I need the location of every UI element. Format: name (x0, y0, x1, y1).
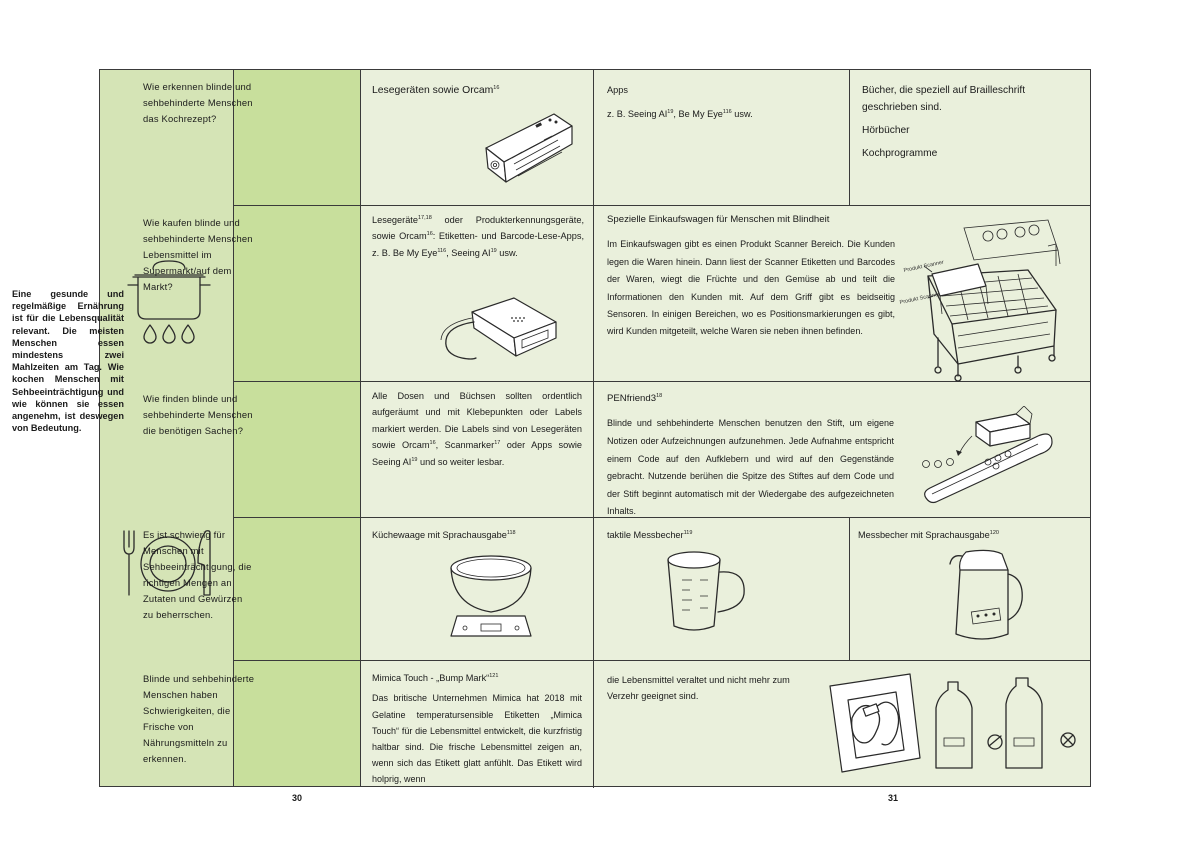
cart-cell (607, 212, 895, 341)
penfriend-description: Blinde und sehbehinderte Menschen benutzen den Stift, um eigene Notizen oder Aufzeichnungen aufzunehmen. Jede Aufnahme entspricht einem Code auf den Aufklebern und wird auf den Gegenstände gebracht. Nutzende berühen die Spitze des Stiftes auf dem Code und der Stift beginnt automatisch mit der Wiedergabe des aufgezeichneten Inhalts. (607, 418, 894, 517)
mimica-title: Mimica Touch - „Bump Mark“ (372, 673, 490, 683)
penfriend-sketch (912, 406, 1060, 506)
footnote: 18 (656, 392, 663, 399)
footnote: 19 (667, 109, 674, 116)
text: oder Produkterkennungsgeräte, sowie Orcam (372, 215, 584, 242)
apps-example-3: usw. (731, 109, 753, 120)
apps-cell (607, 82, 837, 123)
talking-cup-title: Messbecher mit Sprachausgabe (858, 530, 990, 540)
footnote: 120 (989, 529, 999, 536)
kitchen-scale-sketch (445, 550, 537, 644)
braille-books: Bücher, die speziell auf Brailleschrift geschrieben sind. (862, 85, 1026, 113)
cooking-programs: Kochprogramme (862, 148, 938, 159)
tactile-cup-title: taktile Messbecher (607, 530, 684, 540)
text: usw. (496, 247, 518, 258)
text: , Scanmarker (435, 440, 495, 451)
talking-cup-title-cell (858, 527, 1086, 543)
orcam-cell-title (372, 82, 582, 99)
footnote: 16 (426, 231, 433, 238)
intro-text: Eine gesunde und regelmäßige Ernährung ist für die Lebensqualität relevant. Die meisten Menschen essen mindestens zwei Mahlzeiten am Tag. Wie kochen Menschen mit Sehbeeinträchtigung und wie können sie essen angenehm, ist deswegen von Bedeutung. (12, 289, 124, 434)
footnote: 16 (429, 440, 436, 447)
apps-title: Apps (607, 85, 628, 95)
orcam-title: Lesegeräten sowie Orcam (372, 85, 494, 96)
footnote: 118 (506, 529, 516, 536)
scanner-device-sketch (438, 296, 564, 368)
sketch-label: Produkt Scanner (903, 259, 945, 274)
mimica-cell (372, 670, 582, 788)
question-row-5: Blinde und sehbehinderte Menschen haben Schwierigkeiten, die Frische von Nährungsmitteln zu erkennen. (143, 673, 255, 764)
footnote: 116 (437, 247, 447, 254)
footnote: 119 (683, 529, 693, 536)
apps-example-2: , Be My Eye (673, 109, 723, 120)
apps-example: z. B. Seeing AI (607, 109, 668, 120)
audiobooks: Hörbücher (862, 125, 910, 136)
text: Lesegeräte (372, 215, 418, 225)
kitchen-scale-title-cell (372, 527, 582, 543)
page-gutter (593, 70, 594, 788)
mimica-description: Das britische Unternehmen Mimica hat 2018 mit Gelatine temperatursensible Etiketten „Mimica Touch“ für die Lebensmittel entwickelt, die kurzfristig haltbar sind. Die frische Lebensmittel zeigen an, wenn sich das Etikett glatt anfühlt. Das Etikett wird holprig, wenn (372, 693, 582, 785)
cart-title: Spezielle Einkaufswagen für Menschen mit Blindheit (607, 214, 830, 225)
page-number-right: 31 (888, 793, 899, 803)
footnote: 121 (489, 672, 499, 679)
page-number-left: 30 (292, 793, 303, 803)
cart-description: Im Einkaufswagen gibt es einen Produkt Scanner Bereich. Die Kunden legen die Waren hinein. Dann liest der Scanner Etiketten und Barcodes der Waren, wiegt die Früchte und den Gemüse ab und teilt die Informationen den Kunden mit. Auf dem Griff gibt es beidseitig Sensoren. In einigen Bereichen, wo es Positionsmarkierungen es gibt, wird Kunden mitgeteilt, welche Waren sie neben ihnen befinden. (607, 239, 895, 337)
column-divider (593, 517, 594, 660)
mimica-description-end: die Lebensmittel veraltet und nicht mehr zum Verzehr geeignet sind. (607, 675, 790, 702)
talking-kettle-sketch (946, 548, 1026, 646)
question-row-1: Wie erkennen blinde und sehbehinderte Menschen das Kochrezept? (143, 81, 253, 124)
column-divider (849, 70, 850, 205)
row-divider (234, 660, 1090, 661)
orcam-device-sketch (478, 108, 578, 190)
footnote: 116 (722, 109, 732, 116)
text: oder Apps sowie Seeing AI (372, 440, 582, 467)
text: : Etiketten- und Barcode-Lese-Apps, z. B. Be My Eye (372, 231, 585, 258)
question-row-4: Es ist schwierig für Menschen mit Sehbeeinträchtigung, die richtigen Mengen an Zutaten und Gewürzen zu beherrschen. (143, 529, 252, 620)
footnote: 16 (493, 84, 500, 91)
footnote: 17 (494, 440, 501, 447)
braille-cell (862, 82, 1082, 168)
footnote: 19 (411, 456, 418, 463)
penfriend-cell (607, 391, 894, 521)
kitchen-scale-title: Küchewaage mit Sprachausgabe (372, 530, 507, 540)
labels-text (372, 388, 582, 470)
text: und so weiter lesbar. (417, 456, 505, 467)
tactile-cup-title-cell (607, 527, 737, 543)
question-row-2: Wie kaufen blinde und sehbehinderte Menschen Lebensmittel im Supermarkt/auf dem Markt? (143, 217, 253, 292)
reader-devices-text (372, 212, 584, 261)
text: , Seeing AI (446, 247, 491, 258)
shopping-cart-sketch (898, 216, 1070, 382)
sketch-label: Produkt Scanner (899, 291, 941, 306)
text: Alle Dosen und Büchsen sollten ordentlich aufgeräumt und mit Klebepunkten oder Labels markiert werden. Die Labels sind von Lesegeräten sowie Orcam (372, 391, 582, 451)
column-divider (849, 517, 850, 660)
mimica-sketch (826, 672, 1084, 778)
footnote: 17,18 (417, 214, 432, 221)
question-row-3: Wie finden blinde und sehbehinderte Menschen die benötigen Sachen? (143, 393, 253, 436)
penfriend-title: PENfriend3 (607, 393, 657, 404)
measuring-cup-sketch (662, 548, 758, 634)
mimica-continued (607, 672, 817, 705)
footnote: 19 (490, 247, 497, 254)
row-divider (234, 205, 1090, 206)
